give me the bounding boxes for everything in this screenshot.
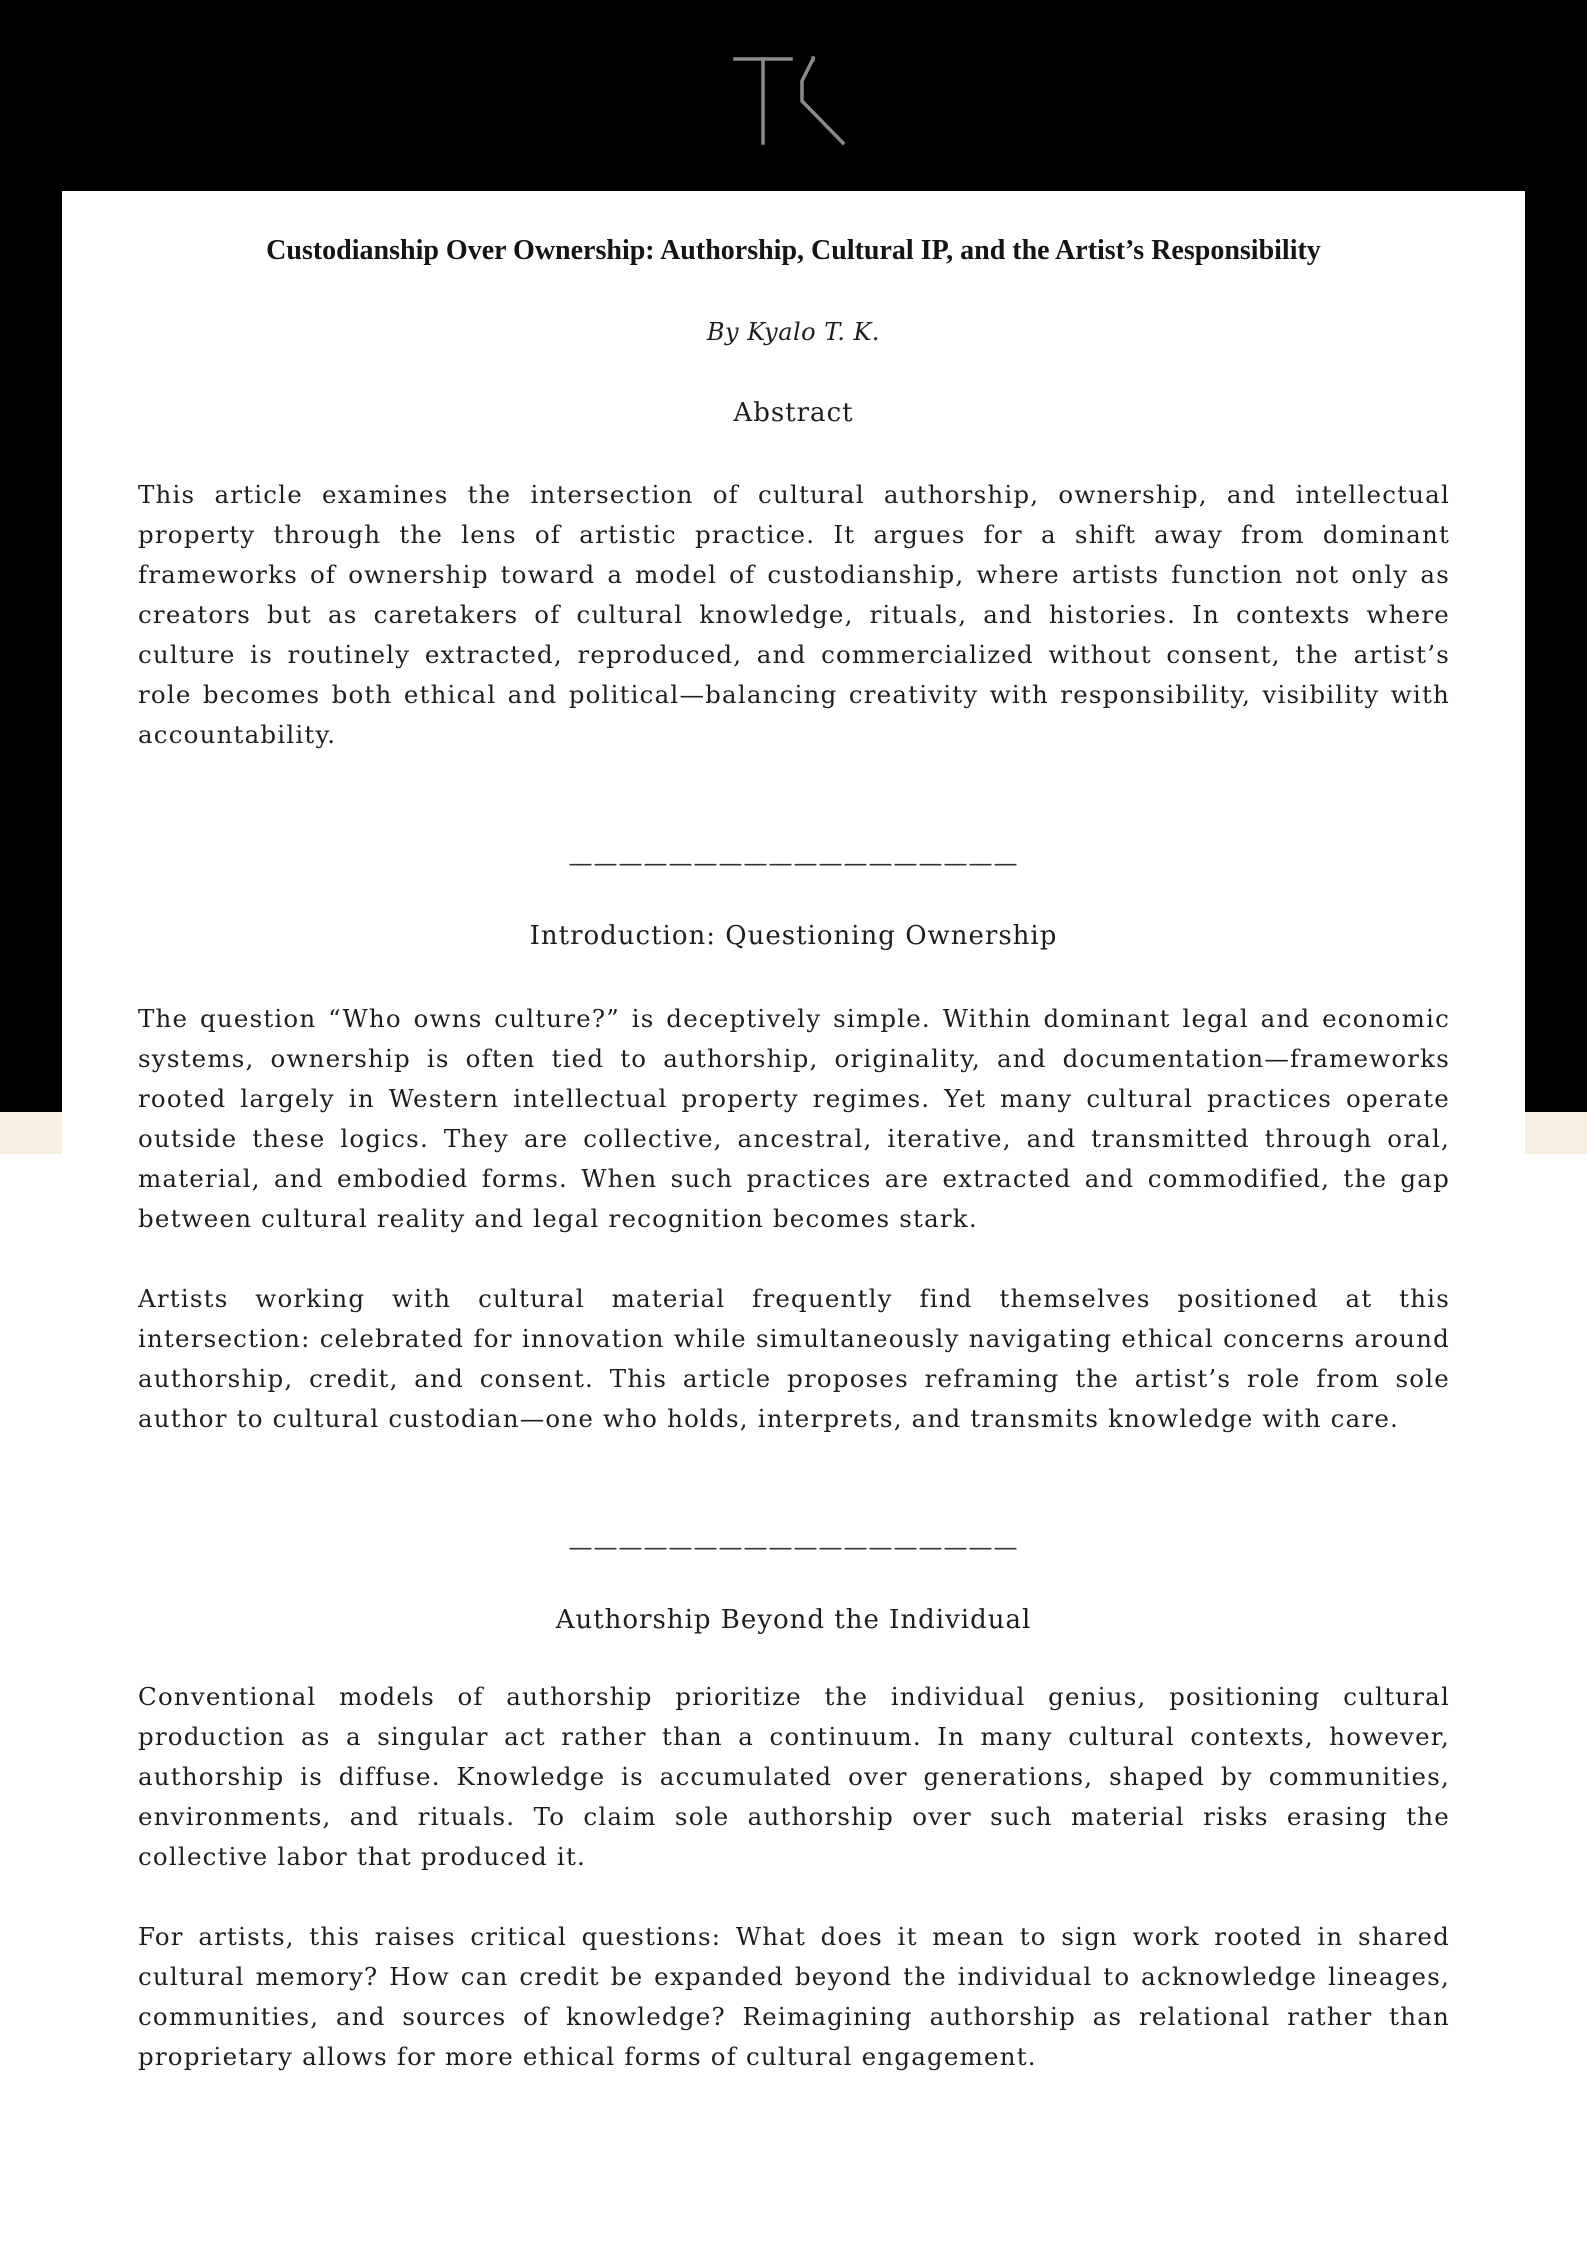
section-divider: —————————————————— (568, 849, 1019, 877)
introduction-paragraph-1: The question “Who owns culture?” is deceptively simple. Within dominant legal and economic systems, ownership is often tied to authorship, originality, and documentation—frameworks rooted largely in Western intellectual property regimes. Yet many cultural practices operate outside these logics. They are collective, ancestral, iterative, and transmitted through oral, material, and embodied forms. When such practices are extracted and commodified, the gap between cultural reality and legal recognition becomes stark. (138, 1004, 1450, 1233)
accent-strip-right (1525, 1112, 1587, 1154)
article-title: Custodianship Over Ownership: Authorship, Cultural IP, and the Artist’s Responsibility (266, 235, 1321, 266)
article-byline: By Kyalo T. K. (706, 318, 881, 346)
abstract-paragraph: This article examines the intersection of cultural authorship, ownership, and intellectual property through the lens of artistic practice. It argues for a shift away from dominant frameworks of ownership toward a model of custodianship, where artists function not only as creators but as caretakers of cultural knowledge, rituals, and histories. In contexts where culture is routinely extracted, reproduced, and commercialized without consent, the artist’s role becomes both ethical and political—balancing creativity with responsibility, visibility with accountability. (138, 480, 1450, 749)
authorship-paragraph-1: Conventional models of authorship prioritize the individual genius, positioning cultural production as a singular act rather than a continuum. In many cultural contexts, however, authorship is diffuse. Knowledge is accumulated over generations, shaped by communities, environments, and rituals. To claim sole authorship over such material risks erasing the collective labor that produced it. (138, 1682, 1450, 1871)
introduction-paragraph-2: Artists working with cultural material frequently find themselves positioned at this intersection: celebrated for innovation while simultaneously navigating ethical concerns around authorship, credit, and consent. This article proposes reframing the artist’s role from sole author to cultural custodian—one who holds, interprets, and transmits knowledge with care. (138, 1284, 1450, 1433)
accent-strip-left (0, 1112, 62, 1154)
section-divider: —————————————————— (568, 1533, 1019, 1561)
section-heading-abstract: Abstract (733, 398, 854, 428)
section-heading-authorship: Authorship Beyond the Individual (555, 1605, 1032, 1635)
article-page (62, 191, 1525, 2245)
section-heading-introduction: Introduction: Questioning Ownership (529, 921, 1058, 951)
tk-logo (733, 56, 849, 146)
authorship-paragraph-2: For artists, this raises critical questions: What does it mean to sign work rooted in shared cultural memory? How can credit be expanded beyond the individual to acknowledge lineages, communities, and sources of knowledge? Reimagining authorship as relational rather than proprietary allows for more ethical forms of cultural engagement. (138, 1922, 1450, 2071)
